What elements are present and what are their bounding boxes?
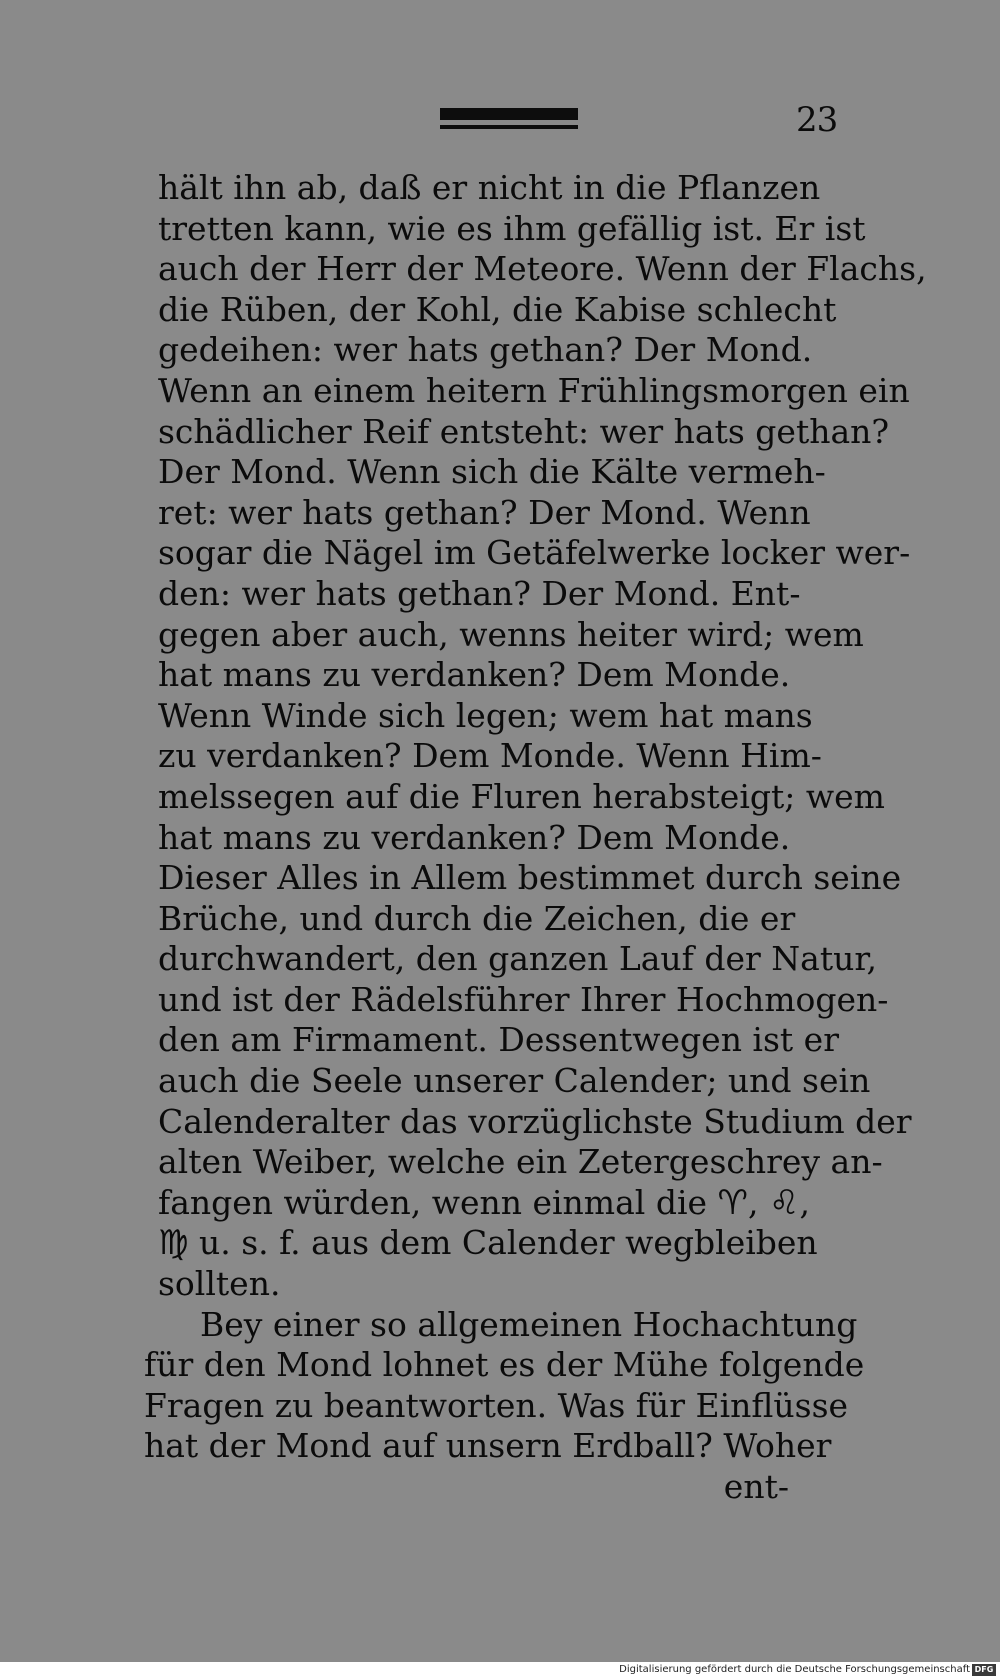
text-line: für den Mond lohnet es der Mühe folgende <box>144 1345 865 1385</box>
text-line: auch die Seele unserer Calender; und sein <box>158 1061 871 1101</box>
zodiac-aries-icon: ♈ <box>717 1182 749 1223</box>
body-text <box>144 168 927 1508</box>
catchword: ent- <box>723 1467 789 1506</box>
zodiac-virgo-icon: ♍ <box>158 1223 189 1264</box>
text-line: hat mans zu verdanken? Dem Monde. <box>158 817 791 857</box>
text-line: melssegen auf die Fluren herabsteigt; wem <box>158 776 885 816</box>
text-line: Wenn an einem heitern Frühlingsmorgen ein <box>158 370 910 410</box>
footer-bar <box>0 1662 1000 1678</box>
text-line: durchwandert, den ganzen Lauf der Natur, <box>158 939 878 979</box>
text-line: den: wer hats gethan? Der Mond. Ent- <box>158 573 801 613</box>
dfg-logo-icon: DFG <box>972 1664 996 1676</box>
text-line: u. s. f. aus dem Calender wegbleiben <box>198 1223 818 1263</box>
text-line: zu verdanken? Dem Monde. Wenn Him- <box>158 736 822 776</box>
text-line: gedeihen: wer hats gethan? Der Mond. <box>158 330 813 370</box>
header-ornament-rule <box>440 108 578 132</box>
paragraph-start-line: Bey einer so allgemeinen Hochachtung <box>200 1304 858 1344</box>
text-line: Calenderalter das vorzüglichste Studium der <box>158 1101 912 1141</box>
text-line: ret: wer hats gethan? Der Mond. Wenn <box>158 492 811 532</box>
footer-credit: Digitalisierung gefördert durch die Deutsche Forschungsgemeinschaft <box>619 1664 970 1675</box>
ornament-bar-thin <box>440 125 578 129</box>
text-line: sogar die Nägel im Getäfelwerke locker wer- <box>158 533 911 573</box>
text-line: tretten kann, wie es ihm gefällig ist. Er ist <box>158 208 866 248</box>
text-line-with-symbols: fangen würden, wenn einmal die ♈, ♌, <box>158 1182 810 1223</box>
ornament-bar-thick <box>440 108 578 120</box>
text-line: Fragen zu beantworten. Was für Einflüsse <box>144 1385 849 1425</box>
text-line: auch der Herr der Meteore. Wenn der Flachs, <box>158 249 927 289</box>
text-line: hält ihn ab, daß er nicht in die Pflanzen <box>158 168 821 207</box>
text-line: die Rüben, der Kohl, die Kabise schlecht <box>158 289 837 329</box>
text-line: alten Weiber, welche ein Zetergeschrey an- <box>158 1142 883 1182</box>
text-line-with-symbols <box>158 1223 843 1264</box>
text-line: schädlicher Reif entsteht: wer hats gethan? <box>158 411 890 451</box>
text-line: und ist der Rädelsführer Ihrer Hochmogen- <box>158 979 889 1019</box>
text-line: hat der Mond auf unsern Erdball? Woher <box>144 1426 832 1466</box>
text-line: hat mans zu verdanken? Dem Monde. <box>158 655 791 695</box>
text-line: fangen würden, wenn einmal die <box>158 1182 708 1222</box>
text-line: sollten. <box>158 1264 281 1304</box>
text-line: Brüche, und durch die Zeichen, die er <box>158 898 796 938</box>
text-line: gegen aber auch, wenns heiter wird; wem <box>158 614 864 654</box>
text-line: den am Firmament. Dessentwegen ist er <box>158 1020 839 1060</box>
zodiac-leo-icon: ♌ <box>769 1182 800 1223</box>
text-line: Dieser Alles in Allem bestimmet durch seine <box>158 858 902 898</box>
text-line: Der Mond. Wenn sich die Kälte vermeh- <box>158 452 826 492</box>
page-number: 23 <box>796 100 838 140</box>
text-line: Wenn Winde sich legen; wem hat mans <box>158 695 813 735</box>
